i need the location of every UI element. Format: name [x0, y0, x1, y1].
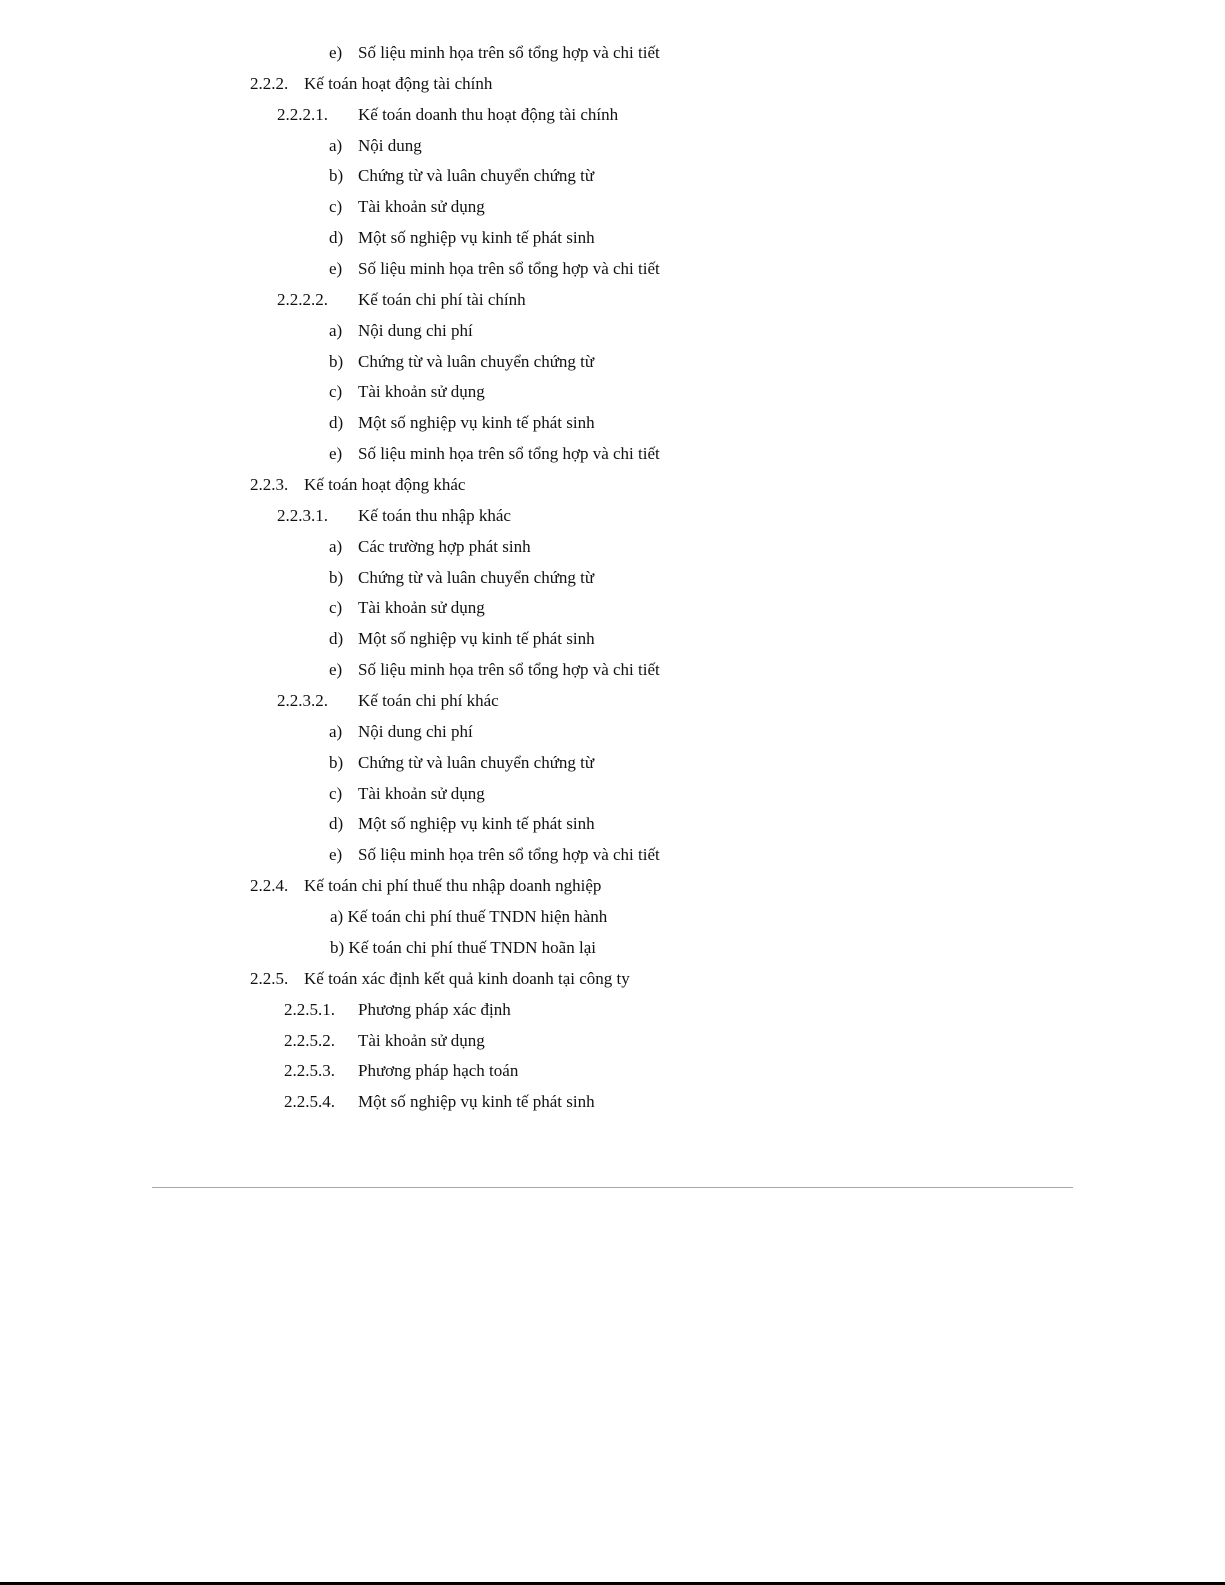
toc-entry [0, 501, 1225, 532]
toc-entry-title: Kế toán doanh thu hoạt động tài chính [358, 104, 619, 124]
toc-entry [0, 593, 1225, 624]
toc-entry-number: d) [329, 228, 344, 248]
toc-entry-number: b) [329, 351, 344, 371]
toc-entry-title: Chứng từ và luân chuyển chứng từ [358, 166, 595, 186]
toc-entry-title: a) Kế toán chi phí thuế TNDN hiện hành [330, 907, 608, 927]
toc-entry-title: Một số nghiệp vụ kinh tế phát sinh [358, 629, 595, 649]
toc-entry-title: Nội dung [358, 135, 422, 155]
toc-entry-number: d) [329, 814, 344, 834]
toc-entry [0, 1026, 1225, 1057]
toc-entry [0, 840, 1225, 871]
toc-entry-title: Tài khoản sử dụng [358, 783, 485, 803]
toc-entry-number: d) [329, 413, 344, 433]
toc-entry-number: 2.2.2.1. [277, 104, 328, 124]
toc-entry [0, 254, 1225, 285]
toc-entry-title: Kế toán xác định kết quả kinh doanh tại công ty [304, 968, 630, 988]
toc-entry [0, 563, 1225, 594]
toc-entry-title: Tài khoản sử dụng [358, 598, 485, 618]
toc-entry [0, 871, 1225, 902]
toc-entry-number: 2.2.5.3. [284, 1061, 335, 1081]
toc-entry-title: Số liệu minh họa trên sổ tổng hợp và chi tiết [358, 660, 660, 680]
toc-entry [0, 1056, 1225, 1087]
toc-entry [0, 809, 1225, 840]
toc-entry-number: c) [329, 197, 343, 217]
toc-entry-title: Tài khoản sử dụng [358, 197, 485, 217]
toc-entry-title: Số liệu minh họa trên sổ tổng hợp và chi tiết [358, 845, 660, 865]
toc-entry-title: b) Kế toán chi phí thuế TNDN hoãn lại [330, 937, 596, 957]
toc-entry [0, 717, 1225, 748]
toc-entry-title: Phương pháp xác định [358, 999, 511, 1019]
toc-entry-title: Tài khoản sử dụng [358, 1030, 485, 1050]
toc-entry [0, 316, 1225, 347]
toc-entry-title: Số liệu minh họa trên sổ tổng hợp và chi tiết [358, 444, 660, 464]
toc-entry-number: 2.2.5.1. [284, 999, 335, 1019]
toc-entry-number: 2.2.5. [250, 968, 289, 988]
toc-entry-number: 2.2.5.4. [284, 1092, 335, 1112]
page-divider [152, 1187, 1073, 1188]
toc-entry [0, 408, 1225, 439]
toc-entry [0, 161, 1225, 192]
toc-entry-title: Tài khoản sử dụng [358, 382, 485, 402]
toc-entry [0, 192, 1225, 223]
toc-entry-number: b) [329, 166, 344, 186]
toc-entry-number: e) [329, 43, 343, 62]
toc-entry-number: 2.2.2.2. [277, 289, 328, 309]
toc-entry [0, 131, 1225, 162]
toc-entry-title: Số liệu minh họa trên sổ tổng hợp và chi tiết [358, 43, 660, 62]
toc-entry [0, 532, 1225, 563]
toc-entry-title: Kế toán hoạt động khác [304, 475, 466, 495]
toc-entry-number: d) [329, 629, 344, 649]
toc-entry-title: Chứng từ và luân chuyển chứng từ [358, 752, 595, 772]
toc-entry-title: Kế toán chi phí khác [358, 691, 499, 711]
toc-entry-title: Các trường hợp phát sinh [358, 536, 531, 556]
toc-entry [0, 1087, 1225, 1118]
toc-entry-number: a) [329, 536, 343, 556]
toc-entry-number: 2.2.4. [250, 876, 289, 896]
toc-entry [0, 748, 1225, 779]
toc-entry-title: Phương pháp hạch toán [358, 1061, 519, 1081]
toc-entry-number: b) [329, 752, 344, 772]
toc-entry-title: Nội dung chi phí [358, 721, 473, 741]
toc-entry-number: c) [329, 598, 343, 618]
toc-entry-number: e) [329, 660, 343, 680]
toc-entry-number: 2.2.5.2. [284, 1030, 335, 1050]
toc-entry-title: Số liệu minh họa trên sổ tổng hợp và chi tiết [358, 259, 660, 279]
toc-entry [0, 686, 1225, 717]
toc-entry [0, 470, 1225, 501]
toc-entry-title: Một số nghiệp vụ kinh tế phát sinh [358, 228, 595, 248]
toc-entry-title: Chứng từ và luân chuyển chứng từ [358, 567, 595, 587]
toc-entry-title: Kế toán chi phí thuế thu nhập doanh nghiệp [304, 876, 602, 896]
toc-entry [0, 377, 1225, 408]
toc-entry [0, 439, 1225, 470]
toc-entry-title: Một số nghiệp vụ kinh tế phát sinh [358, 814, 595, 834]
toc-entry-number: e) [329, 444, 343, 464]
table-of-contents [0, 38, 1225, 1118]
toc-entry-number: a) [329, 135, 343, 155]
toc-entry-title: Chứng từ và luân chuyển chứng từ [358, 351, 595, 371]
toc-entry [0, 964, 1225, 995]
toc-entry-number: 2.2.3.1. [277, 505, 328, 525]
toc-entry [0, 347, 1225, 378]
toc-entry [0, 779, 1225, 810]
toc-entry [0, 69, 1225, 100]
toc-entry-title: Một số nghiệp vụ kinh tế phát sinh [358, 413, 595, 433]
toc-entry-number: a) [329, 721, 343, 741]
toc-entry-number: b) [329, 567, 344, 587]
toc-entry [0, 995, 1225, 1026]
toc-entry-title: Kế toán hoạt động tài chính [304, 73, 493, 93]
toc-entry [0, 100, 1225, 131]
toc-entry-title: Một số nghiệp vụ kinh tế phát sinh [358, 1092, 595, 1112]
toc-entry [0, 38, 1225, 69]
toc-entry-number: 2.2.2. [250, 73, 289, 93]
toc-entry [0, 285, 1225, 316]
toc-entry-number: a) [329, 320, 343, 340]
toc-entry [0, 655, 1225, 686]
toc-entry-number: e) [329, 259, 343, 279]
toc-entry [0, 933, 1225, 964]
toc-entry-number: e) [329, 845, 343, 865]
toc-entry-number: c) [329, 783, 343, 803]
toc-entry [0, 902, 1225, 933]
toc-entry [0, 223, 1225, 254]
toc-entry-title: Kế toán chi phí tài chính [358, 289, 526, 309]
toc-entry-number: 2.2.3. [250, 475, 289, 495]
toc-entry [0, 624, 1225, 655]
toc-entry-number: 2.2.3.2. [277, 691, 328, 711]
toc-entry-title: Kế toán thu nhập khác [358, 505, 511, 525]
toc-entry-title: Nội dung chi phí [358, 320, 473, 340]
toc-entry-number: c) [329, 382, 343, 402]
